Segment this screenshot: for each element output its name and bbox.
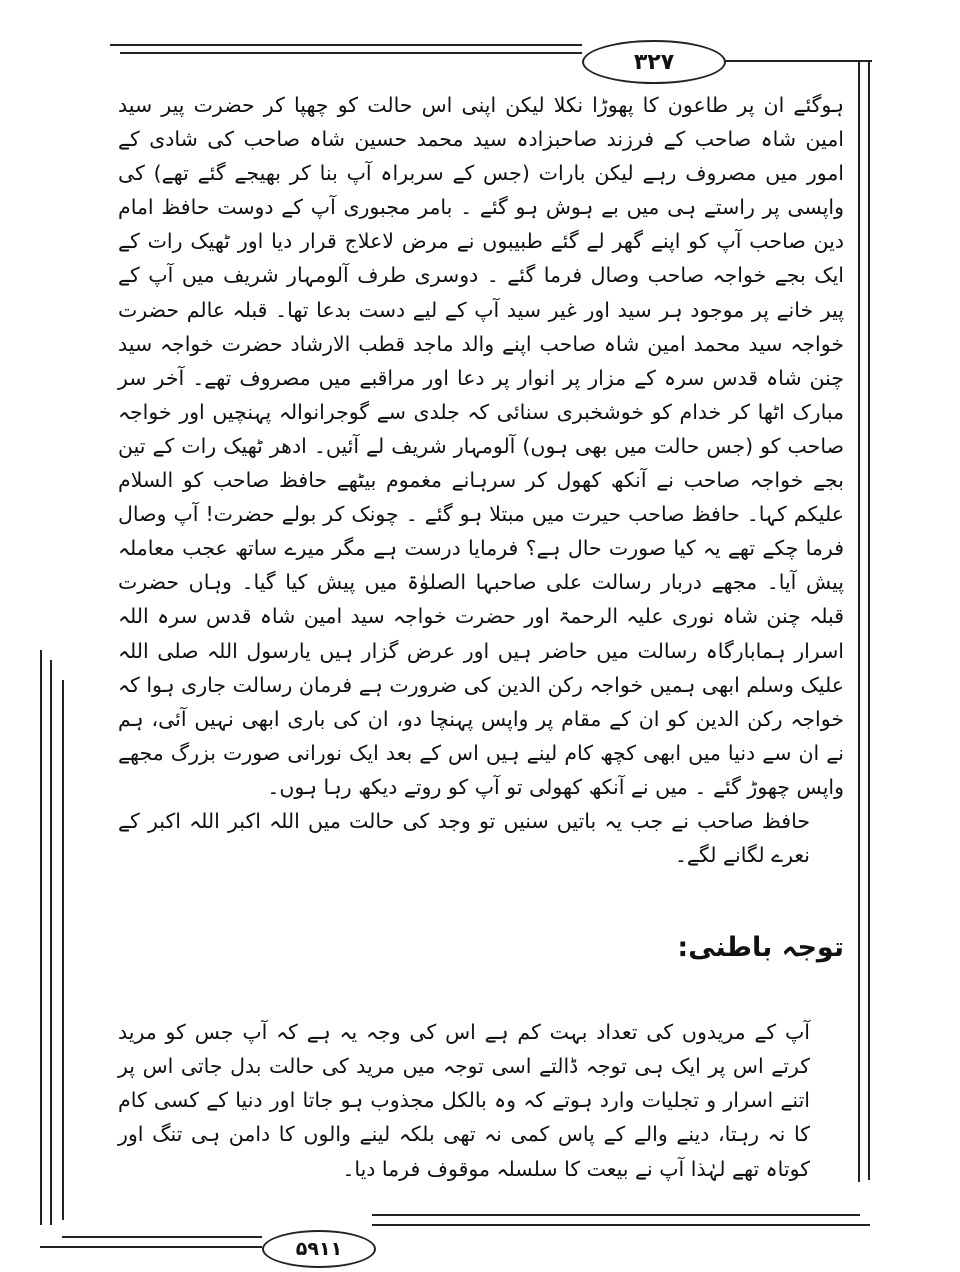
left-border-line-inner [62, 680, 64, 1220]
section-text [118, 994, 844, 1206]
main-text [118, 88, 844, 872]
bottom-border-line-inner [62, 1236, 262, 1238]
right-border-line-inner [858, 62, 860, 1182]
footer-page-number: ۵۹۱۱ [262, 1230, 376, 1268]
section-paragraph: آپ کے مریدوں کی تعداد بہت کم ہے اس کی وجہ یہ ہے کہ آپ جس کو مرید کرتے اس پر ایک ہی توجہ ڈالتے اسی توجہ میں مرید کی حالت بدل جاتی اس پر اتنے اسرار و تجلیات وارد ہوتے کہ وہ بالکل مجذوب ہو جاتا اور دنیا کے کسی کام کا نہ رہتا، دینے والے کے پاس کمی نہ تھی بلکہ لینے والوں کا دامن ہی تنگ اور کوتاہ تھے لہٰذا آپ نے بیعت کا سلسلہ موقوف فرما دیا۔ [118, 1019, 810, 1181]
bottom-border-line-right [372, 1224, 870, 1226]
left-border-line-mid [50, 660, 52, 1225]
bottom-border-line-outer [40, 1246, 262, 1248]
top-border-line-outer [110, 44, 582, 46]
left-border-line-outer [40, 650, 42, 1225]
paragraph-1: ہوگئے ان پر طاعون کا پھوڑا نکلا لیکن اپنی اس حالت کو چھپا کر حضرت پیر سید امین شاہ صاحب کے فرزند صاحبزادہ سید محمد حسین شاہ صاحب کی شادی کے امور میں مصروف رہے لیکن بارات (جس کے سربراہ آپ بنا کر بھیجے گئے تھے) کی واپسی پر راستے ہی میں بے ہوش ہو گئے ۔ بامر مجبوری آپ کے دوست حافظ امام دین صاحب آپ کو اپنے گھر لے گئے طبیبوں نے مرض لاعلاج قرار دیا اور ٹھیک رات کے ایک بجے خواجہ صاحب وصال فرما گئے ۔ دوسری طرف آلومہار شریف میں آپ کے پیر خانے پر موجود ہر سید اور غیر سید آپ کے لیے دست بدعا تھا۔ قبلہ عالم حضرت خواجہ سید محمد امین شاہ صاحب اپنے والد ماجد قطب الارشاد حضرت خواجہ سید چنن شاہ قدس سرہ کے مزار پر انوار پر دعا اور مراقبے میں مصروف تھے۔ آخر سر مبارک اٹھا کر خدام کو خوشخبری سنائی کہ جلدی سے گوجرانوالہ پہنچیں اور خواجہ صاحب کو (جس حالت میں بھی ہوں) آلومہار شریف لے آئیں۔ ادھر ٹھیک رات کے تین بجے خواجہ صاحب نے آنکھ کھول کر سرہانے مغموم بیٹھے حافظ صاحب کو السلام علیکم کہا۔ حافظ صاحب حیرت میں مبتلا ہو گئے ۔ چونک کر بولے حضرت! آپ وصال فرما چکے تھے یہ کیا صورت حال ہے؟ فرمایا درست ہے مگر میرے ساتھ عجب معاملہ پیش آیا۔ مجھے دربار رسالت علی صاحبہا الصلوٰۃ میں پیش کیا گیا۔ وہاں حضرت قبلہ چنن شاہ نوری علیہ الرحمۃ اور حضرت خواجہ سید امین شاہ قدس سرہ اللہ اسرار ہمابارگاہ رسالت میں حاضر ہیں اور عرض گزار ہیں یارسول اللہ صلی اللہ علیک وسلم ابھی ہمیں خواجہ رکن الدین کی ضرورت ہے فرمان رسالت جاری ہوا کہ خواجہ رکن الدین کو ان کے مقام پر واپس پہنچا دو، ان کی باری ابھی نہیں آئی، ہم نے ان سے دنیا میں ابھی کچھ کام لینے ہیں اس کے بعد ایک نورانی صورت بزرگ مجھے واپس چھوڑ گئے ۔ میں نے آنکھ کھولی تو آپ کو روتے دیکھ رہا ہوں۔ [118, 93, 844, 799]
right-border-line-outer [868, 60, 870, 1180]
top-border-line-inner [120, 52, 582, 54]
bottom-border-line-right-inner [372, 1214, 860, 1216]
section-heading: توجہ باطنی: [677, 932, 844, 963]
top-border-line-right [722, 60, 872, 62]
paragraph-2: حافظ صاحب نے جب یہ باتیں سنیں تو وجد کی حالت میں اللہ اکبر اللہ اکبر کے نعرے لگانے لگے۔ [118, 808, 810, 868]
header-page-number: ۳۲۷ [582, 40, 726, 84]
